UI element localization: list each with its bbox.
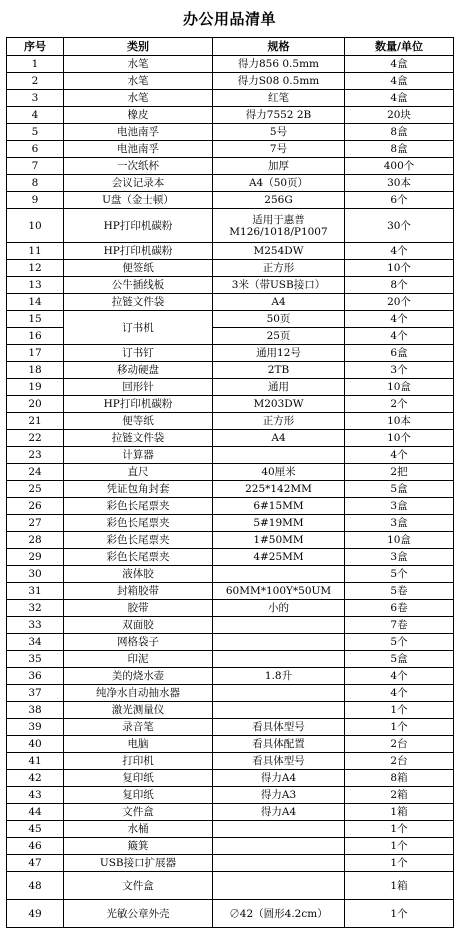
quantity-cell: 30个 [345, 209, 454, 243]
category-cell: 橡皮 [64, 107, 213, 124]
spec-cell [213, 872, 345, 900]
row-number-cell: 46 [7, 838, 64, 855]
row-number-cell: 39 [7, 719, 64, 736]
row-number-cell: 8 [7, 175, 64, 192]
quantity-cell: 4个 [345, 685, 454, 702]
table-row [7, 158, 454, 175]
spec-cell: M203DW [213, 396, 345, 413]
category-cell: 拉链文件袋 [64, 430, 213, 447]
quantity-cell: 8盒 [345, 141, 454, 158]
quantity-cell: 1个 [345, 821, 454, 838]
table-row [7, 209, 454, 243]
spec-cell: 看具体配置 [213, 736, 345, 753]
category-cell: 移动硬盘 [64, 362, 213, 379]
spec-cell: 5号 [213, 124, 345, 141]
category-cell: 录音笔 [64, 719, 213, 736]
table-row [7, 362, 454, 379]
spec-cell: 红笔 [213, 90, 345, 107]
row-number-cell: 29 [7, 549, 64, 566]
table-row [7, 668, 454, 685]
table-row [7, 549, 454, 566]
row-number-cell: 37 [7, 685, 64, 702]
table-row [7, 277, 454, 294]
quantity-cell: 2箱 [345, 787, 454, 804]
quantity-cell: 2台 [345, 753, 454, 770]
spec-cell: 1#50MM [213, 532, 345, 549]
spec-cell: 3米（带USB接口） [213, 277, 345, 294]
row-number-cell: 44 [7, 804, 64, 821]
spec-cell: 2TB [213, 362, 345, 379]
category-cell: 水桶 [64, 821, 213, 838]
row-number-cell: 24 [7, 464, 64, 481]
quantity-cell: 4个 [345, 311, 454, 328]
spec-cell: 1.8升 [213, 668, 345, 685]
spec-cell [213, 855, 345, 872]
quantity-cell: 400个 [345, 158, 454, 175]
spec-cell: 正方形 [213, 413, 345, 430]
quantity-cell: 2把 [345, 464, 454, 481]
table-row [7, 243, 454, 260]
category-cell: 液体胶 [64, 566, 213, 583]
quantity-cell: 4盒 [345, 90, 454, 107]
row-number-cell: 13 [7, 277, 64, 294]
quantity-cell: 7卷 [345, 617, 454, 634]
category-cell: 印泥 [64, 651, 213, 668]
spec-cell: 40厘米 [213, 464, 345, 481]
quantity-cell: 6卷 [345, 600, 454, 617]
quantity-cell: 5个 [345, 566, 454, 583]
table-row [7, 532, 454, 549]
quantity-cell: 8箱 [345, 770, 454, 787]
category-cell: 直尺 [64, 464, 213, 481]
spec-cell: 256G [213, 192, 345, 209]
quantity-cell: 20个 [345, 294, 454, 311]
category-cell: USB接口扩展器 [64, 855, 213, 872]
category-cell: 封箱胶带 [64, 583, 213, 600]
quantity-cell: 3盒 [345, 515, 454, 532]
quantity-cell: 2个 [345, 396, 454, 413]
table-row [7, 583, 454, 600]
table-row [7, 260, 454, 277]
quantity-cell: 10本 [345, 413, 454, 430]
quantity-cell: 20块 [345, 107, 454, 124]
row-number-cell: 33 [7, 617, 64, 634]
table-row [7, 770, 454, 787]
table-row [7, 719, 454, 736]
category-cell: 激光测量仪 [64, 702, 213, 719]
category-cell: 彩色长尾票夹 [64, 515, 213, 532]
row-number-cell: 30 [7, 566, 64, 583]
table-row [7, 430, 454, 447]
quantity-cell: 4个 [345, 243, 454, 260]
table-body [7, 56, 454, 928]
table-row [7, 804, 454, 821]
table-row [7, 634, 454, 651]
category-cell: HP打印机碳粉 [64, 396, 213, 413]
category-cell: 美的烧水壶 [64, 668, 213, 685]
category-cell: 公牛插线板 [64, 277, 213, 294]
row-number-cell: 1 [7, 56, 64, 73]
category-cell: 文件盒 [64, 872, 213, 900]
spec-cell: 50页 [213, 311, 345, 328]
quantity-cell: 4个 [345, 328, 454, 345]
quantity-cell: 10盒 [345, 379, 454, 396]
category-cell: 水笔 [64, 73, 213, 90]
row-number-cell: 6 [7, 141, 64, 158]
category-cell: 纯净水自动抽水器 [64, 685, 213, 702]
category-cell: HP打印机碳粉 [64, 243, 213, 260]
spec-cell [213, 821, 345, 838]
category-cell: 电池南孚 [64, 141, 213, 158]
table-row [7, 294, 454, 311]
quantity-cell: 1个 [345, 900, 454, 928]
category-cell: 便签纸 [64, 260, 213, 277]
table-row [7, 345, 454, 362]
table-row [7, 821, 454, 838]
category-cell: 胶带 [64, 600, 213, 617]
category-cell: 簸箕 [64, 838, 213, 855]
table-row [7, 311, 454, 328]
category-cell: 复印纸 [64, 787, 213, 804]
spec-cell: 通用12号 [213, 345, 345, 362]
quantity-cell: 10个 [345, 430, 454, 447]
category-cell: 会议记录本 [64, 175, 213, 192]
table-row [7, 175, 454, 192]
quantity-cell: 6个 [345, 192, 454, 209]
category-cell: 打印机 [64, 753, 213, 770]
row-number-cell: 19 [7, 379, 64, 396]
spec-cell: 适用于惠普M126/1018/P1007 [213, 209, 345, 243]
spec-cell: 7号 [213, 141, 345, 158]
row-number-cell: 42 [7, 770, 64, 787]
category-cell: 网格袋子 [64, 634, 213, 651]
quantity-cell: 1个 [345, 719, 454, 736]
table-header-row [7, 38, 454, 56]
table-row [7, 651, 454, 668]
row-number-cell: 16 [7, 328, 64, 345]
row-number-cell: 22 [7, 430, 64, 447]
category-cell: 电池南孚 [64, 124, 213, 141]
category-cell: 彩色长尾票夹 [64, 498, 213, 515]
category-cell: 双面胶 [64, 617, 213, 634]
row-number-cell: 7 [7, 158, 64, 175]
row-number-cell: 41 [7, 753, 64, 770]
quantity-cell: 8个 [345, 277, 454, 294]
row-number-cell: 27 [7, 515, 64, 532]
table-row [7, 396, 454, 413]
quantity-cell: 1个 [345, 855, 454, 872]
table-row [7, 566, 454, 583]
category-cell: 复印纸 [64, 770, 213, 787]
spec-cell [213, 447, 345, 464]
header-no: 序号 [7, 38, 64, 56]
category-cell: 一次纸杯 [64, 158, 213, 175]
quantity-cell: 5盒 [345, 651, 454, 668]
row-number-cell: 34 [7, 634, 64, 651]
table-row [7, 787, 454, 804]
table-row [7, 107, 454, 124]
table-row [7, 379, 454, 396]
quantity-cell: 10个 [345, 260, 454, 277]
row-number-cell: 3 [7, 90, 64, 107]
table-row [7, 702, 454, 719]
quantity-cell: 1箱 [345, 804, 454, 821]
document-title: 办公用品清单 [182, 10, 276, 28]
quantity-cell: 2台 [345, 736, 454, 753]
spec-cell: 看具体型号 [213, 719, 345, 736]
spec-cell: 正方形 [213, 260, 345, 277]
quantity-cell: 30本 [345, 175, 454, 192]
spec-cell: 得力A4 [213, 804, 345, 821]
spec-cell: 225*142MM [213, 481, 345, 498]
category-cell: 彩色长尾票夹 [64, 549, 213, 566]
category-cell: 订书机 [64, 311, 213, 345]
table-row [7, 872, 454, 900]
row-number-cell: 15 [7, 311, 64, 328]
spec-cell [213, 617, 345, 634]
row-number-cell: 40 [7, 736, 64, 753]
quantity-cell: 4个 [345, 447, 454, 464]
spec-cell: 4#25MM [213, 549, 345, 566]
category-cell: 光敏公章外壳 [64, 900, 213, 928]
table-row [7, 464, 454, 481]
row-number-cell: 25 [7, 481, 64, 498]
quantity-cell: 5个 [345, 634, 454, 651]
quantity-cell: 3个 [345, 362, 454, 379]
table-row [7, 192, 454, 209]
spec-cell [213, 651, 345, 668]
category-cell: 回形针 [64, 379, 213, 396]
table-row [7, 736, 454, 753]
table-row [7, 90, 454, 107]
row-number-cell: 2 [7, 73, 64, 90]
spec-cell: 5#19MM [213, 515, 345, 532]
table-row [7, 447, 454, 464]
table-row [7, 413, 454, 430]
table-row [7, 600, 454, 617]
spec-cell [213, 685, 345, 702]
row-number-cell: 21 [7, 413, 64, 430]
quantity-cell: 1个 [345, 702, 454, 719]
table-row [7, 617, 454, 634]
row-number-cell: 12 [7, 260, 64, 277]
spec-cell: 通用 [213, 379, 345, 396]
quantity-cell: 4盒 [345, 56, 454, 73]
row-number-cell: 38 [7, 702, 64, 719]
category-cell: 水笔 [64, 90, 213, 107]
quantity-cell: 5卷 [345, 583, 454, 600]
spec-cell: 得力856 0.5mm [213, 56, 345, 73]
category-cell: 彩色长尾票夹 [64, 532, 213, 549]
category-cell: U盘（金士顿） [64, 192, 213, 209]
table-row [7, 56, 454, 73]
table-row [7, 838, 454, 855]
header-category: 类别 [64, 38, 213, 56]
quantity-cell: 4盒 [345, 73, 454, 90]
quantity-cell: 3盒 [345, 549, 454, 566]
header-qty: 数量/单位 [345, 38, 454, 56]
table-row [7, 141, 454, 158]
spec-cell: 25页 [213, 328, 345, 345]
table-row [7, 481, 454, 498]
quantity-cell: 1箱 [345, 872, 454, 900]
row-number-cell: 32 [7, 600, 64, 617]
quantity-cell: 10盒 [345, 532, 454, 549]
row-number-cell: 9 [7, 192, 64, 209]
row-number-cell: 18 [7, 362, 64, 379]
spec-cell: 得力A4 [213, 770, 345, 787]
quantity-cell: 4个 [345, 668, 454, 685]
table-row [7, 124, 454, 141]
row-number-cell: 11 [7, 243, 64, 260]
row-number-cell: 28 [7, 532, 64, 549]
row-number-cell: 14 [7, 294, 64, 311]
row-number-cell: 23 [7, 447, 64, 464]
spec-cell: 得力S08 0.5mm [213, 73, 345, 90]
quantity-cell: 3盒 [345, 498, 454, 515]
row-number-cell: 20 [7, 396, 64, 413]
table-row [7, 515, 454, 532]
header-spec: 规格 [213, 38, 345, 56]
category-cell: 便等纸 [64, 413, 213, 430]
spec-cell: 60MM*100Y*50UM [213, 583, 345, 600]
category-cell: 订书钉 [64, 345, 213, 362]
quantity-cell: 5盒 [345, 481, 454, 498]
row-number-cell: 10 [7, 209, 64, 243]
row-number-cell: 31 [7, 583, 64, 600]
row-number-cell: 26 [7, 498, 64, 515]
table-row [7, 753, 454, 770]
category-cell: HP打印机碳粉 [64, 209, 213, 243]
spec-cell [213, 634, 345, 651]
category-cell: 计算器 [64, 447, 213, 464]
row-number-cell: 35 [7, 651, 64, 668]
row-number-cell: 17 [7, 345, 64, 362]
spec-cell: M254DW [213, 243, 345, 260]
row-number-cell: 45 [7, 821, 64, 838]
row-number-cell: 36 [7, 668, 64, 685]
row-number-cell: 48 [7, 872, 64, 900]
table-row [7, 855, 454, 872]
spec-cell: A4 [213, 294, 345, 311]
quantity-cell: 6盒 [345, 345, 454, 362]
spec-cell: ∅42（圆形4.2cm） [213, 900, 345, 928]
quantity-cell: 8盒 [345, 124, 454, 141]
spec-cell [213, 702, 345, 719]
category-cell: 电脑 [64, 736, 213, 753]
spec-cell: 看具体型号 [213, 753, 345, 770]
spec-cell: 小的 [213, 600, 345, 617]
spec-cell [213, 838, 345, 855]
spec-cell: A4 [213, 430, 345, 447]
spec-cell: A4（50页） [213, 175, 345, 192]
spec-cell: 加厚 [213, 158, 345, 175]
category-cell: 文件盒 [64, 804, 213, 821]
spec-cell: 得力7552 2B [213, 107, 345, 124]
table-row [7, 685, 454, 702]
category-cell: 拉链文件袋 [64, 294, 213, 311]
spec-cell: 得力A3 [213, 787, 345, 804]
spec-cell [213, 566, 345, 583]
row-number-cell: 5 [7, 124, 64, 141]
row-number-cell: 47 [7, 855, 64, 872]
quantity-cell: 1个 [345, 838, 454, 855]
supplies-table [6, 37, 454, 928]
table-row [7, 900, 454, 928]
category-cell: 水笔 [64, 56, 213, 73]
row-number-cell: 4 [7, 107, 64, 124]
table-row [7, 498, 454, 515]
row-number-cell: 49 [7, 900, 64, 928]
spec-cell: 6#15MM [213, 498, 345, 515]
table-row [7, 73, 454, 90]
row-number-cell: 43 [7, 787, 64, 804]
category-cell: 凭证包角封套 [64, 481, 213, 498]
